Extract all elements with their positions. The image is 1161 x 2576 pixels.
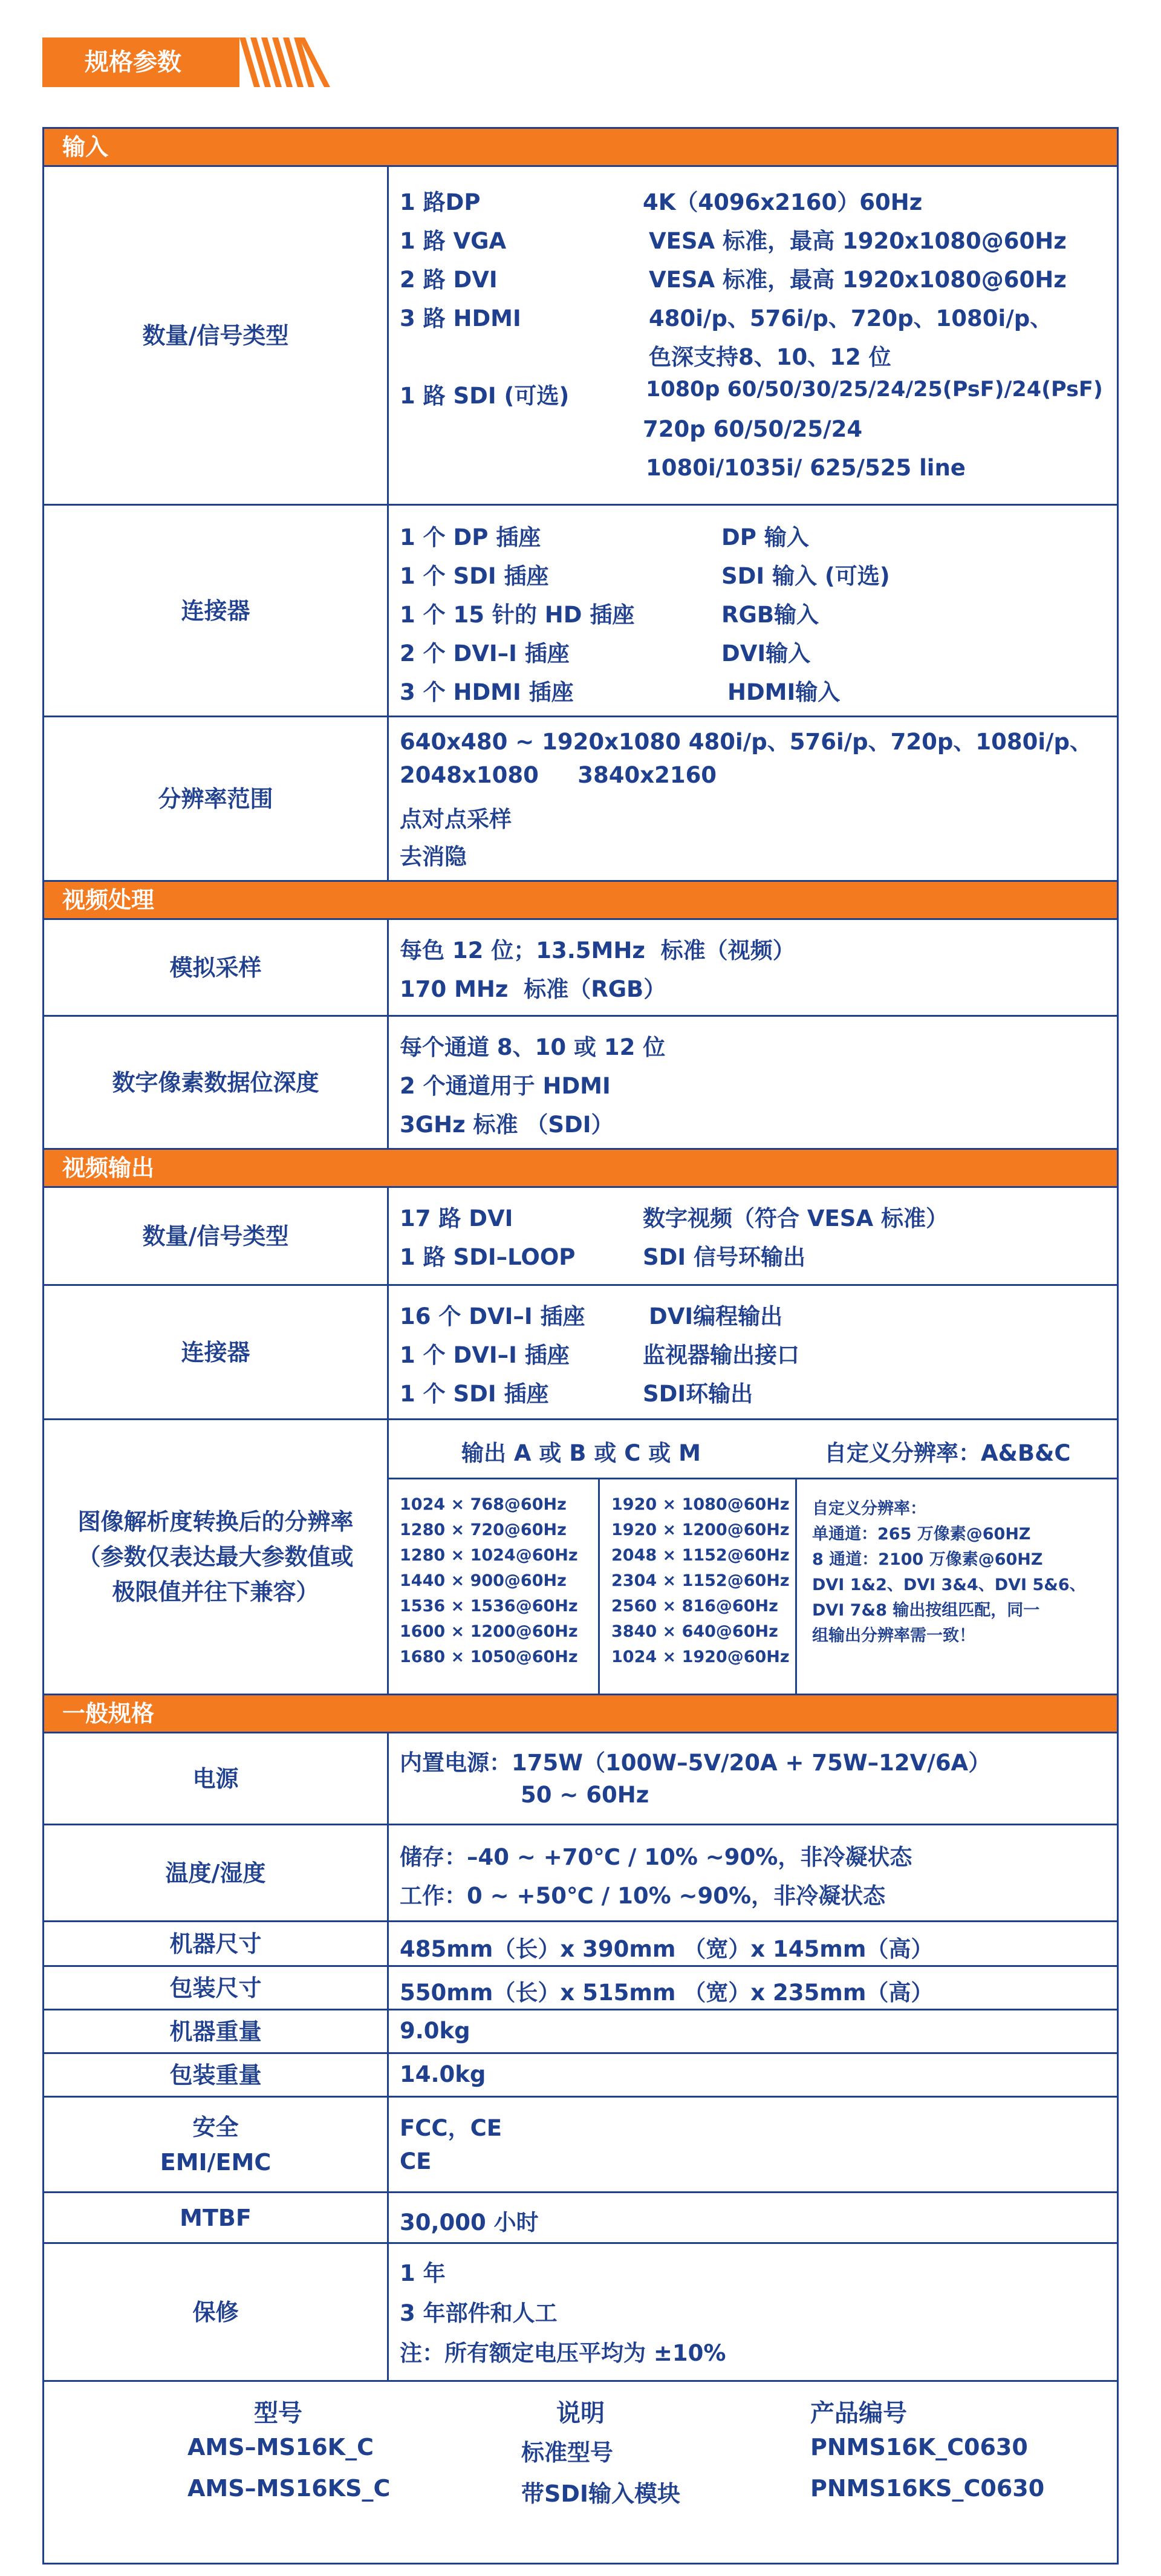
row-content (389, 2193, 1117, 2242)
depth-line: 3GHz 标准 （SDI） (400, 1112, 614, 1138)
model-description: 标准型号 (521, 2439, 614, 2466)
model-description: 带SDI输入模块 (521, 2480, 681, 2507)
section-title: 视频输出 (62, 1155, 155, 1181)
resolution-item: 1280 × 1024@60Hz (400, 1546, 578, 1565)
model-header: 型号 (254, 2399, 302, 2427)
resolution-item: 1600 × 1200@60Hz (400, 1622, 578, 1641)
custom-resolution-note: DVI 1&2、DVI 3&4、DVI 5&6、 (812, 1576, 1086, 1594)
resolution-line: 2048x1080 3840x2160 (400, 762, 717, 788)
label-line: 图像解析度转换后的分辨率 (77, 1508, 354, 1535)
warranty-row (42, 2244, 1119, 2382)
section-title: 输入 (62, 134, 109, 160)
input-spec: VESA 标准，最高 1920x1080@60Hz (649, 228, 1067, 254)
row-label: 机器尺寸 (44, 1922, 389, 1965)
input-spec: 1080i/1035i/ 625/525 line (646, 455, 966, 481)
row-label: 包装尺寸 (44, 1967, 389, 2009)
row-content (389, 1967, 1117, 2009)
mtbf-value: 30,000 小时 (400, 2209, 539, 2235)
row-label (44, 2098, 389, 2191)
connector-use: RGB输入 (721, 602, 819, 628)
resolution-item: 2048 × 1152@60Hz (611, 1546, 790, 1565)
divider (389, 1478, 1117, 1479)
resolution-head-right: 自定义分辨率：A&B&C (824, 1440, 1071, 1466)
power-row (42, 1733, 1119, 1825)
connector-item: 1 个 SDI 插座 (400, 563, 549, 589)
connector-item: 3 个 HDMI 插座 (400, 679, 574, 705)
label-line: （参数仅表达最大参数值或 (77, 1544, 354, 1570)
warranty-line: 注：所有额定电压平均为 ±10% (400, 2340, 726, 2366)
connector-use: DP 输入 (721, 524, 809, 550)
row-label: 连接器 (44, 506, 389, 716)
package-weight-value: 14.0kg (400, 2061, 486, 2087)
custom-resolution-note: 组输出分辨率需一致！ (812, 1626, 975, 1645)
row-label: MTBF (44, 2193, 389, 2242)
safety-line: CE (400, 2148, 432, 2174)
machine-size-row (42, 1922, 1119, 1967)
label-line: 极限值并往下兼容） (112, 1579, 319, 1605)
input-spec: 1080p 60/50/30/25/24/25(PsF)/24(PsF) (646, 377, 1103, 402)
safety-line: FCC，CE (400, 2115, 502, 2141)
row-label: 连接器 (44, 1286, 389, 1418)
section-title: 视频处理 (62, 887, 155, 913)
row-label: 数字像素数据位深度 (44, 1017, 389, 1148)
analog-sampling-row (42, 920, 1119, 1017)
output-type: 1 路 SDI–LOOP (400, 1244, 576, 1270)
connector-item: 16 个 DVI–I 插座 (400, 1303, 585, 1329)
stripes-decoration-icon (224, 37, 333, 87)
input-type: 1 路 VGA (400, 228, 507, 254)
safety-row (42, 2098, 1119, 2193)
row-content (389, 2010, 1117, 2052)
divider (795, 1478, 797, 1694)
resolution-item: 1536 × 1536@60Hz (400, 1597, 578, 1616)
machine-weight-value: 9.0kg (400, 2018, 470, 2044)
label-line: 安全 (192, 2113, 239, 2141)
row-content (389, 1825, 1117, 1920)
output-spec: SDI 信号环输出 (643, 1244, 806, 1270)
package-weight-row (42, 2054, 1119, 2098)
row-content (389, 1188, 1117, 1284)
section-title: 一般规格 (62, 1700, 155, 1727)
power-line: 内置电源：175W（100W–5V/20A + 75W–12V/6A） (400, 1750, 991, 1776)
input-spec: 720p 60/50/25/24 (643, 416, 863, 442)
custom-resolution-note: 8 通道：2100 万像素@60HZ (812, 1550, 1043, 1569)
resolution-item: 3840 × 640@60Hz (611, 1622, 778, 1641)
connector-item: 1 个 15 针的 HD 插座 (400, 602, 635, 628)
connector-use: SDI 输入 (可选) (721, 563, 890, 589)
row-label: 模拟采样 (44, 920, 389, 1015)
connector-item: 2 个 DVI–I 插座 (400, 641, 570, 667)
mtbf-row (42, 2193, 1119, 2244)
row-content (389, 506, 1117, 716)
resolution-item: 2560 × 816@60Hz (611, 1597, 778, 1616)
custom-resolution-note: DVI 7&8 输出按组匹配，同一 (812, 1601, 1040, 1620)
output-spec: 数字视频（符合 VESA 标准） (643, 1205, 948, 1231)
input-connector-row (42, 506, 1119, 717)
section-video-processing (42, 880, 1119, 920)
divider (598, 1478, 600, 1694)
input-qty-row (42, 167, 1119, 506)
output-type: 17 路 DVI (400, 1205, 513, 1231)
input-resolution-row (42, 717, 1119, 882)
model-name: AMS–MS16KS_C (187, 2475, 391, 2502)
row-label: 包装重量 (44, 2054, 389, 2096)
input-type: 1 路 SDI (可选) (400, 383, 570, 409)
resolution-item: 1440 × 900@60Hz (400, 1571, 567, 1590)
temperature-row (42, 1825, 1119, 1922)
resolution-item: 1024 × 768@60Hz (400, 1495, 567, 1514)
model-name: AMS–MS16K_C (187, 2434, 374, 2460)
section-video-output (42, 1148, 1119, 1188)
temperature-line: 储存：–40 ~ +70℃ / 10% ~90%，非冷凝状态 (400, 1844, 912, 1870)
output-resolution-row (42, 1420, 1119, 1695)
pixel-depth-row (42, 1017, 1119, 1150)
row-label: 电源 (44, 1733, 389, 1824)
product-code-header: 产品编号 (810, 2399, 907, 2427)
connector-item: 1 个 DP 插座 (400, 524, 541, 550)
depth-line: 每个通道 8、10 或 12 位 (400, 1034, 666, 1060)
resolution-item: 1024 × 1920@60Hz (611, 1648, 790, 1666)
row-content (389, 2098, 1117, 2191)
connector-use: HDMI输入 (727, 679, 841, 705)
input-type: 1 路DP (400, 189, 481, 215)
output-connector-row (42, 1286, 1119, 1420)
connector-item: 1 个 SDI 插座 (400, 1381, 549, 1407)
machine-weight-row (42, 2010, 1119, 2054)
input-spec: 4K（4096x2160）60Hz (643, 189, 923, 215)
row-label: 数量/信号类型 (44, 167, 389, 504)
resolution-head-left: 输出 A 或 B 或 C 或 M (461, 1440, 701, 1466)
row-label: 机器重量 (44, 2010, 389, 2052)
power-line: 50 ~ 60Hz (521, 1782, 649, 1808)
row-content (389, 920, 1117, 1015)
row-content (389, 1420, 1117, 1694)
row-content (389, 1286, 1117, 1418)
input-spec: VESA 标准，最高 1920x1080@60Hz (649, 267, 1067, 293)
resolution-line: 640x480 ~ 1920x1080 480i/p、576i/p、720p、1080i/p、 (400, 729, 1093, 755)
depth-line: 2 个通道用于 HDMI (400, 1073, 611, 1099)
row-content (389, 1017, 1117, 1148)
connector-use: DVI编程输出 (649, 1303, 783, 1329)
custom-resolution-note: 自定义分辨率： (812, 1499, 926, 1518)
description-header: 说明 (556, 2399, 605, 2427)
resolution-item: 1920 × 1080@60Hz (611, 1495, 790, 1514)
resolution-line: 去消隐 (400, 844, 467, 870)
row-label: 数量/信号类型 (44, 1188, 389, 1284)
package-size-value: 550mm（长）x 515mm （宽）x 235mm（高） (400, 1980, 934, 2006)
row-content (389, 717, 1117, 880)
product-code: PNMS16K_C0630 (810, 2434, 1028, 2460)
row-label: 温度/湿度 (44, 1825, 389, 1920)
row-content (389, 2244, 1117, 2380)
connector-use: SDI环输出 (643, 1381, 753, 1407)
section-input (42, 127, 1119, 167)
custom-resolution-note: 单通道：265 万像素@60HZ (812, 1525, 1031, 1544)
connector-use: DVI输入 (721, 641, 811, 667)
row-label: 保修 (44, 2244, 389, 2380)
resolution-item: 1680 × 1050@60Hz (400, 1648, 578, 1666)
row-content (389, 167, 1117, 504)
analog-line: 170 MHz 标准（RGB） (400, 976, 666, 1002)
package-size-row (42, 1967, 1119, 2010)
resolution-line: 点对点采样 (400, 806, 512, 832)
input-type: 2 路 DVI (400, 267, 498, 293)
row-content (389, 1922, 1117, 1965)
row-label (44, 1420, 389, 1694)
output-qty-row (42, 1188, 1119, 1286)
resolution-item: 1280 × 720@60Hz (400, 1521, 567, 1539)
resolution-item: 1920 × 1200@60Hz (611, 1521, 790, 1539)
input-spec: 480i/p、576i/p、720p、1080i/p、 (649, 305, 1053, 331)
warranty-line: 1 年 (400, 2260, 446, 2286)
row-label: 分辨率范围 (44, 717, 389, 880)
page-title: 规格参数 (85, 48, 181, 76)
temperature-line: 工作：0 ~ +50℃ / 10% ~90%，非冷凝状态 (400, 1883, 886, 1909)
product-code: PNMS16KS_C0630 (810, 2475, 1045, 2502)
section-general (42, 1694, 1119, 1733)
row-content (389, 1733, 1117, 1824)
machine-size-value: 485mm（长）x 390mm （宽）x 145mm（高） (400, 1936, 934, 1962)
analog-line: 每色 12 位；13.5MHz 标准（视频） (400, 937, 795, 964)
row-content (389, 2054, 1117, 2096)
warranty-line: 3 年部件和人工 (400, 2300, 558, 2326)
input-spec: 色深支持8、10、12 位 (649, 344, 891, 370)
resolution-item: 2304 × 1152@60Hz (611, 1571, 790, 1590)
label-line: EMI/EMC (160, 2148, 272, 2176)
input-type: 3 路 HDMI (400, 305, 521, 331)
connector-item: 1 个 DVI–I 插座 (400, 1342, 570, 1368)
section-header-badge (42, 37, 333, 87)
connector-use: 监视器输出接口 (643, 1342, 799, 1368)
